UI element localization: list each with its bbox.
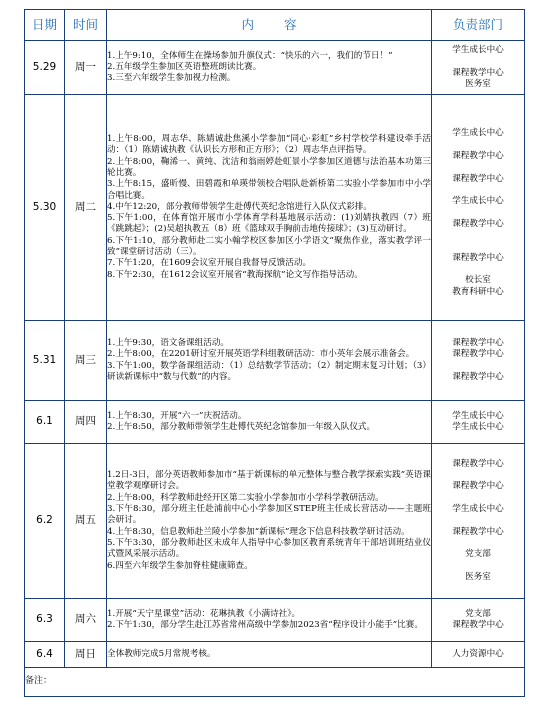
department-label	[432, 493, 524, 504]
department-label	[432, 208, 524, 219]
department-label	[432, 56, 524, 67]
department-label: 课程教学中心	[452, 371, 504, 382]
department-label: 医务室	[465, 571, 491, 582]
content-item: 全体教师完成5月常规考核。	[107, 648, 216, 659]
department-label	[432, 140, 524, 151]
content-item: 3.上午8:15，盛昕慢、田碧霞和单瑛带领校合唱队赴新桥第二实验小学参加市中小学合唱比赛。	[107, 179, 431, 201]
header-date: 日期	[25, 10, 65, 41]
row-departments	[432, 444, 525, 599]
table-row	[25, 599, 525, 642]
department-label	[432, 162, 524, 173]
department-label: 学生成长中心	[452, 422, 504, 432]
content-item: 6.下午1:10，部分教师赴二实小翰学校区参加区小学语文“聚焦作业，落实教学评一致”课堂研讨活动（三）。	[107, 235, 431, 258]
content-item: 3.下午1:00，数学备课组活动：（1）总结数学节活动；（2）制定期末复习计划；（3）研读新课标中“数与代数”的内容。	[107, 360, 431, 382]
row-content	[107, 599, 432, 642]
content-item: 4.中午12:20，部分教师带领学生赴傅代英纪念馆进行入队仪式彩排。	[107, 201, 372, 212]
department-label: 课程教学中心	[452, 458, 504, 469]
table-row	[25, 401, 525, 444]
row-departments	[432, 642, 525, 668]
row-date: 5.31	[25, 321, 65, 401]
department-label	[432, 561, 524, 572]
content-item: 3.三至六年级学生参加视力检测。	[107, 73, 236, 84]
department-label: 课程教学中心	[452, 337, 504, 348]
content-item: 1.开展“天宁星课堂”活动：花琳执教《小满诗社》。	[107, 608, 301, 619]
row-date: 6.1	[25, 401, 65, 444]
row-content	[107, 642, 432, 668]
row-day: 周四	[65, 401, 107, 444]
row-day: 周一	[65, 41, 107, 95]
department-label: 课程教学中心	[452, 252, 504, 263]
header-day: 时间	[65, 10, 107, 41]
schedule-body	[25, 41, 525, 668]
department-label	[432, 470, 524, 481]
department-label: 课程教学中心	[452, 526, 504, 537]
row-day: 周二	[65, 95, 107, 321]
department-label: 学生成长中心	[452, 128, 504, 139]
table-row	[25, 41, 525, 95]
content-item: 4.上午8:30，信息教师赴兰陵小学参加“新课标”理念下信息科技教学研讨活动。	[107, 526, 410, 537]
content-item: 1.上午8:00，周志华、陈婧诚赴焦溪小学参加“同心·彩虹”乡村学校学科建设牵手活动：（1）陈婧诚执教《认识长方形和正方形》；（2）周志华点评指导。	[107, 134, 431, 156]
department-label: 党支部	[465, 549, 491, 560]
department-label: 党支部	[465, 608, 491, 619]
table-row	[25, 642, 525, 668]
content-item: 1.上午9:10，全体师生在操场参加升旗仪式：“快乐的六一，我们的节日！”	[107, 50, 393, 61]
department-label	[432, 361, 524, 372]
row-departments	[432, 95, 525, 321]
content-item: 2.五年级学生参加区英语整班朗读比赛。	[107, 61, 262, 72]
note-label: 备注：	[25, 668, 525, 697]
department-label: 课程教学中心	[452, 349, 504, 360]
weekly-schedule-table	[24, 9, 525, 697]
row-departments	[432, 401, 525, 444]
row-date: 6.4	[25, 642, 65, 668]
content-item: 6.四至六年级学生参加脊柱健康筛查。	[107, 560, 253, 571]
content-item: 2.上午8:00，鞠浠一、黄纯、沈洁和翁雨婷赴虹景小学参加区道德与法治基本功第三轮比赛。	[107, 156, 431, 178]
department-label: 学生成长中心	[452, 504, 504, 515]
department-label: 课程教学中心	[452, 218, 504, 229]
row-content	[107, 41, 432, 95]
row-content	[107, 95, 432, 321]
department-label	[432, 538, 524, 549]
content-item: 5.下午3:30，部分教师赴区未成年人指导中心参加区教育系统青年干部培训班结业仪式暨风采展示活动。	[107, 537, 431, 560]
department-label	[432, 230, 524, 241]
row-day: 周五	[65, 444, 107, 599]
content-item: 1.上午8:30，开展“六一”庆祝活动。	[107, 410, 247, 421]
row-date: 6.2	[25, 444, 65, 599]
row-departments	[432, 321, 525, 401]
row-date: 5.30	[25, 95, 65, 321]
department-label	[432, 185, 524, 196]
department-label: 校长室	[465, 275, 491, 286]
department-label: 医务室	[465, 78, 491, 89]
row-day: 周日	[65, 642, 107, 668]
content-item: 2.上午8:00，科学教师赴经开区第二实验小学参加市小学科学教研活动。	[107, 492, 384, 503]
content-item: 2.上午8:50，部分教师带领学生赴傅代英纪念馆参加一年级入队仪式。	[107, 422, 376, 432]
content-item: 1.2日-3日，部分英语教师参加市“基于新课标的单元整体与整合教学探索实践”英语课堂教学观摩研讨会。	[107, 470, 431, 492]
row-date: 6.3	[25, 599, 65, 642]
department-label: 人力资源中心	[452, 648, 504, 659]
content-item: 5.下午1:00，在体育馆开展市小学体育学科基地展示活动：(1)刘婧执教四（7）班《跳跳起》；(2)吴超执教五（8）班《篮球双手胸前击地传接球》；(3)互动研讨。	[107, 213, 431, 235]
table-row	[25, 95, 525, 321]
department-label: 学生成长中心	[452, 196, 504, 207]
table-row	[25, 444, 525, 599]
department-label: 课程教学中心	[452, 481, 504, 492]
header-dept: 负责部门	[432, 10, 525, 41]
row-departments	[432, 41, 525, 95]
content-item: 8.下午2:30，在1612会议室开展省“教海探航”论文写作指导活动。	[107, 269, 363, 280]
department-label: 教育科研中心	[452, 286, 504, 297]
table-row	[25, 321, 525, 401]
content-item: 7.下午1:20，在1609会议室开展自我督导反馈活动。	[107, 258, 312, 269]
content-item: 1.上午9:30，语文备课组活动。	[107, 337, 230, 348]
department-label: 课程教学中心	[452, 173, 504, 184]
content-item: 2.下午1:30，部分学生赴江苏省常州高级中学参加2023省“程序设计小能手”比赛。	[107, 620, 423, 630]
row-day: 周六	[65, 599, 107, 642]
row-content	[107, 321, 432, 401]
department-label: 课程教学中心	[452, 151, 504, 162]
department-label: 学生成长中心	[452, 44, 504, 55]
content-item: 3.下午8:30，部分班主任赴浦前中心小学参加区STEP班主任成长营活动——主题班会研讨。	[107, 504, 431, 526]
row-content	[107, 444, 432, 599]
department-label: 课程教学中心	[452, 620, 504, 630]
row-departments	[432, 599, 525, 642]
row-content	[107, 401, 432, 444]
department-label	[432, 117, 524, 128]
department-label	[432, 241, 524, 252]
department-label	[432, 264, 524, 275]
header-content: 内容	[107, 10, 432, 41]
row-day: 周三	[65, 321, 107, 401]
department-label	[432, 515, 524, 526]
department-label: 课程教学中心	[452, 67, 504, 78]
department-label: 学生成长中心	[452, 410, 504, 421]
note-row	[25, 668, 525, 697]
content-item: 2.上午8:00，在2201研讨室开展英语学科组教研活动：市小英年会展示准备会。	[107, 349, 415, 360]
row-date: 5.29	[25, 41, 65, 95]
table-header-row	[25, 10, 525, 41]
